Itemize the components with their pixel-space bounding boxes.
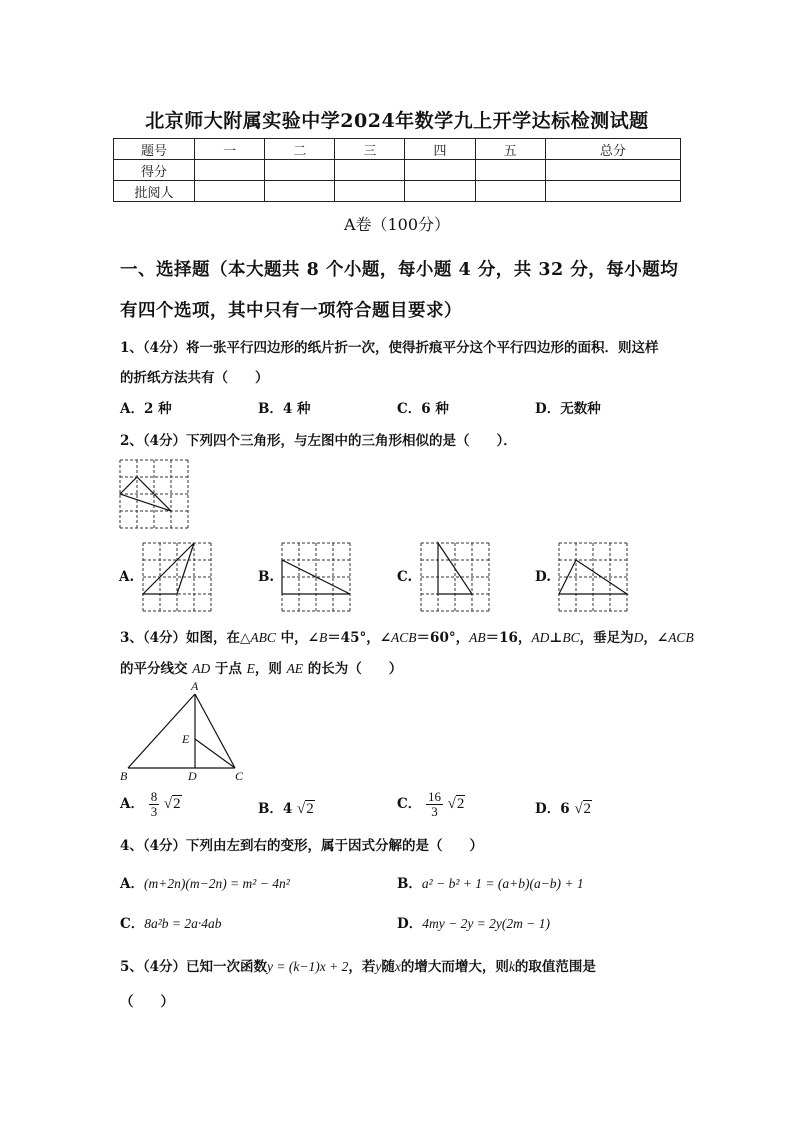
q5-function: y = (k−1)x + 2 [267, 959, 349, 974]
q2-option-d-figure[interactable] [558, 542, 628, 612]
q5-text-part: 5、（4分）已知一次函数 [120, 959, 268, 975]
q3-math: D [633, 630, 644, 645]
q3-option-a-label: A． [120, 796, 144, 812]
table-cell: 一 [195, 139, 265, 160]
q3-math: BC [562, 630, 580, 645]
q2-option-a-label[interactable]: A. [119, 569, 135, 585]
q3-text-part: ＝16， [485, 630, 532, 646]
q3-math: B [318, 630, 328, 645]
q1-option-b[interactable]: B．4 种 [258, 401, 311, 417]
q2-option-d-label[interactable]: D. [535, 569, 551, 585]
question-5-text [120, 955, 596, 975]
score-table-row [114, 160, 681, 181]
q3-math: AE [286, 661, 304, 676]
radicand: 2 [173, 796, 181, 812]
page-title: 北京师大附属实验中学2024年数学九上开学达标检测试题 [145, 110, 649, 132]
q3-text-part: ，∠ [643, 630, 669, 646]
q3-math: AD [192, 661, 211, 676]
vertex-label-c: C [235, 769, 244, 783]
q2-reference-figure [119, 459, 189, 529]
q4-option-d[interactable] [397, 912, 550, 932]
q4-option-c-expr: 8a²b = 2a·4ab [144, 916, 222, 931]
q1-option-c[interactable]: C．6 种 [397, 401, 449, 417]
score-input-cell[interactable] [195, 160, 265, 181]
q4-option-b-label: B． [397, 876, 422, 892]
fraction-denominator: 3 [150, 804, 158, 819]
q3-math: ACB [391, 630, 417, 645]
score-input-cell[interactable] [405, 181, 475, 202]
q5-text-part: ，若 [348, 959, 376, 975]
radicand: 2 [456, 796, 465, 812]
q3-text-part: 的平分线交 [120, 661, 193, 677]
fraction-numerator: 16 [427, 789, 441, 804]
q3-math: ABC [250, 630, 276, 645]
q3-option-c[interactable] [397, 790, 465, 819]
score-input-cell[interactable] [475, 181, 545, 202]
section-heading: 一、选择题（本大题共 8 个小题，每小题 4 分，共 32 分，每小题均 [120, 260, 679, 280]
q3-text-part: 的长为（ ） [303, 661, 403, 677]
sqrt-sign: √ [574, 801, 583, 817]
q4-option-d-label: D． [397, 916, 423, 932]
q3-text-part: 中，∠ [275, 630, 319, 646]
score-table-row [114, 181, 681, 202]
table-cell: 批阅人 [114, 181, 195, 202]
q3-text-part: ＝45°，∠ [327, 630, 392, 646]
q2-option-a-figure[interactable] [142, 542, 212, 612]
table-cell: 五 [475, 139, 545, 160]
q3-text-part: 3、（4分）如图，在△ [120, 630, 251, 646]
q3-math: ACB [668, 630, 694, 645]
q3-math: ⊥ [549, 630, 563, 646]
score-input-cell[interactable] [545, 181, 680, 202]
question-5-text: （ ） [120, 994, 174, 1010]
q4-option-a-expr: (m+2n)(m−2n) = m² − 4n² [143, 876, 290, 891]
q3-option-a[interactable] [120, 790, 182, 819]
score-input-cell[interactable] [195, 181, 265, 202]
q3-option-c-label: C． [397, 796, 422, 812]
vertex-label-a: A [191, 679, 199, 693]
q1-option-a[interactable]: A．2 种 [120, 401, 172, 417]
q3-math: AD [531, 630, 550, 645]
table-cell: 得分 [114, 160, 195, 181]
q4-option-b[interactable] [397, 872, 584, 892]
score-table-header-row [114, 139, 681, 160]
q3-option-b-label: B．4 [258, 801, 293, 817]
vertex-label-d: D [188, 769, 197, 783]
q5-text-part: 的增大而增大，则 [400, 959, 509, 975]
q4-option-c[interactable] [120, 912, 222, 932]
radicand: 2 [306, 801, 314, 817]
score-input-cell[interactable] [265, 160, 335, 181]
score-input-cell[interactable] [545, 160, 680, 181]
q3-text-part: ＝60°， [416, 630, 470, 646]
sqrt-sign: √ [447, 796, 456, 812]
q2-option-c-label[interactable]: C. [397, 569, 413, 585]
q3-triangle-figure [115, 679, 255, 783]
q2-option-c-figure[interactable] [420, 542, 490, 612]
q4-option-a-label: A． [120, 876, 144, 892]
radicand: 2 [583, 801, 592, 817]
table-cell: 二 [265, 139, 335, 160]
score-table [113, 138, 681, 202]
vertex-label-b: B [120, 769, 128, 783]
q3-math: AB [469, 630, 486, 645]
q2-option-b-label[interactable]: B. [258, 569, 275, 585]
fraction-numerator: 8 [150, 789, 158, 804]
score-input-cell[interactable] [405, 160, 475, 181]
q5-math: y [375, 959, 382, 974]
fraction [149, 790, 160, 819]
score-input-cell[interactable] [265, 181, 335, 202]
vertex-label-e: E [182, 732, 190, 746]
q3-option-d-label: D．6 [535, 801, 570, 817]
sqrt-sign: √ [163, 796, 173, 812]
q5-text-part: 随 [381, 959, 395, 975]
q5-math: k [508, 959, 515, 974]
q1-option-d[interactable]: D．无数种 [535, 401, 601, 417]
q2-option-b-figure[interactable] [281, 542, 351, 612]
table-cell: 三 [335, 139, 405, 160]
q3-option-b[interactable] [258, 797, 315, 818]
q5-math: x [394, 959, 401, 974]
table-cell: 四 [405, 139, 475, 160]
paper-a-heading: A卷（100分） [343, 215, 451, 234]
q3-text-part: ，则 [254, 661, 287, 677]
q4-option-b-expr: a² − b² + 1 = (a+b)(a−b) + 1 [421, 876, 584, 891]
q3-option-d[interactable] [535, 797, 592, 818]
score-input-cell[interactable] [335, 181, 405, 202]
question-3-text [120, 626, 694, 646]
table-cell: 题号 [114, 139, 195, 160]
q3-math: E [246, 661, 255, 676]
question-4-text: 4、（4分）下列由左到右的变形，属于因式分解的是（ ） [120, 838, 484, 854]
q4-option-a[interactable] [120, 872, 290, 892]
question-3-text [120, 657, 402, 677]
q5-text-part: 的取值范围是 [514, 959, 596, 975]
question-1-text: 的折纸方法共有（ ） [120, 370, 269, 386]
q4-option-d-expr: 4my − 2y = 2y(2m − 1) [422, 916, 551, 931]
q3-text-part: ，垂足为 [579, 630, 634, 646]
fraction-denominator: 3 [431, 804, 438, 819]
sqrt-sign: √ [297, 801, 306, 817]
q3-text-part: 于点 [210, 661, 247, 677]
score-input-cell[interactable] [335, 160, 405, 181]
q4-option-c-label: C． [120, 916, 145, 932]
question-1-text: 1、（4分）将一张平行四边形的纸片折一次，使得折痕平分这个平行四边形的面积．则这样 [120, 340, 659, 356]
score-input-cell[interactable] [475, 160, 545, 181]
fraction [426, 790, 443, 819]
question-2-text: 2、（4分）下列四个三角形，与左图中的三角形相似的是（ ）． [120, 433, 517, 449]
section-heading: 有四个选项，其中只有一项符合题目要求） [120, 301, 462, 321]
table-cell: 总分 [545, 139, 680, 160]
